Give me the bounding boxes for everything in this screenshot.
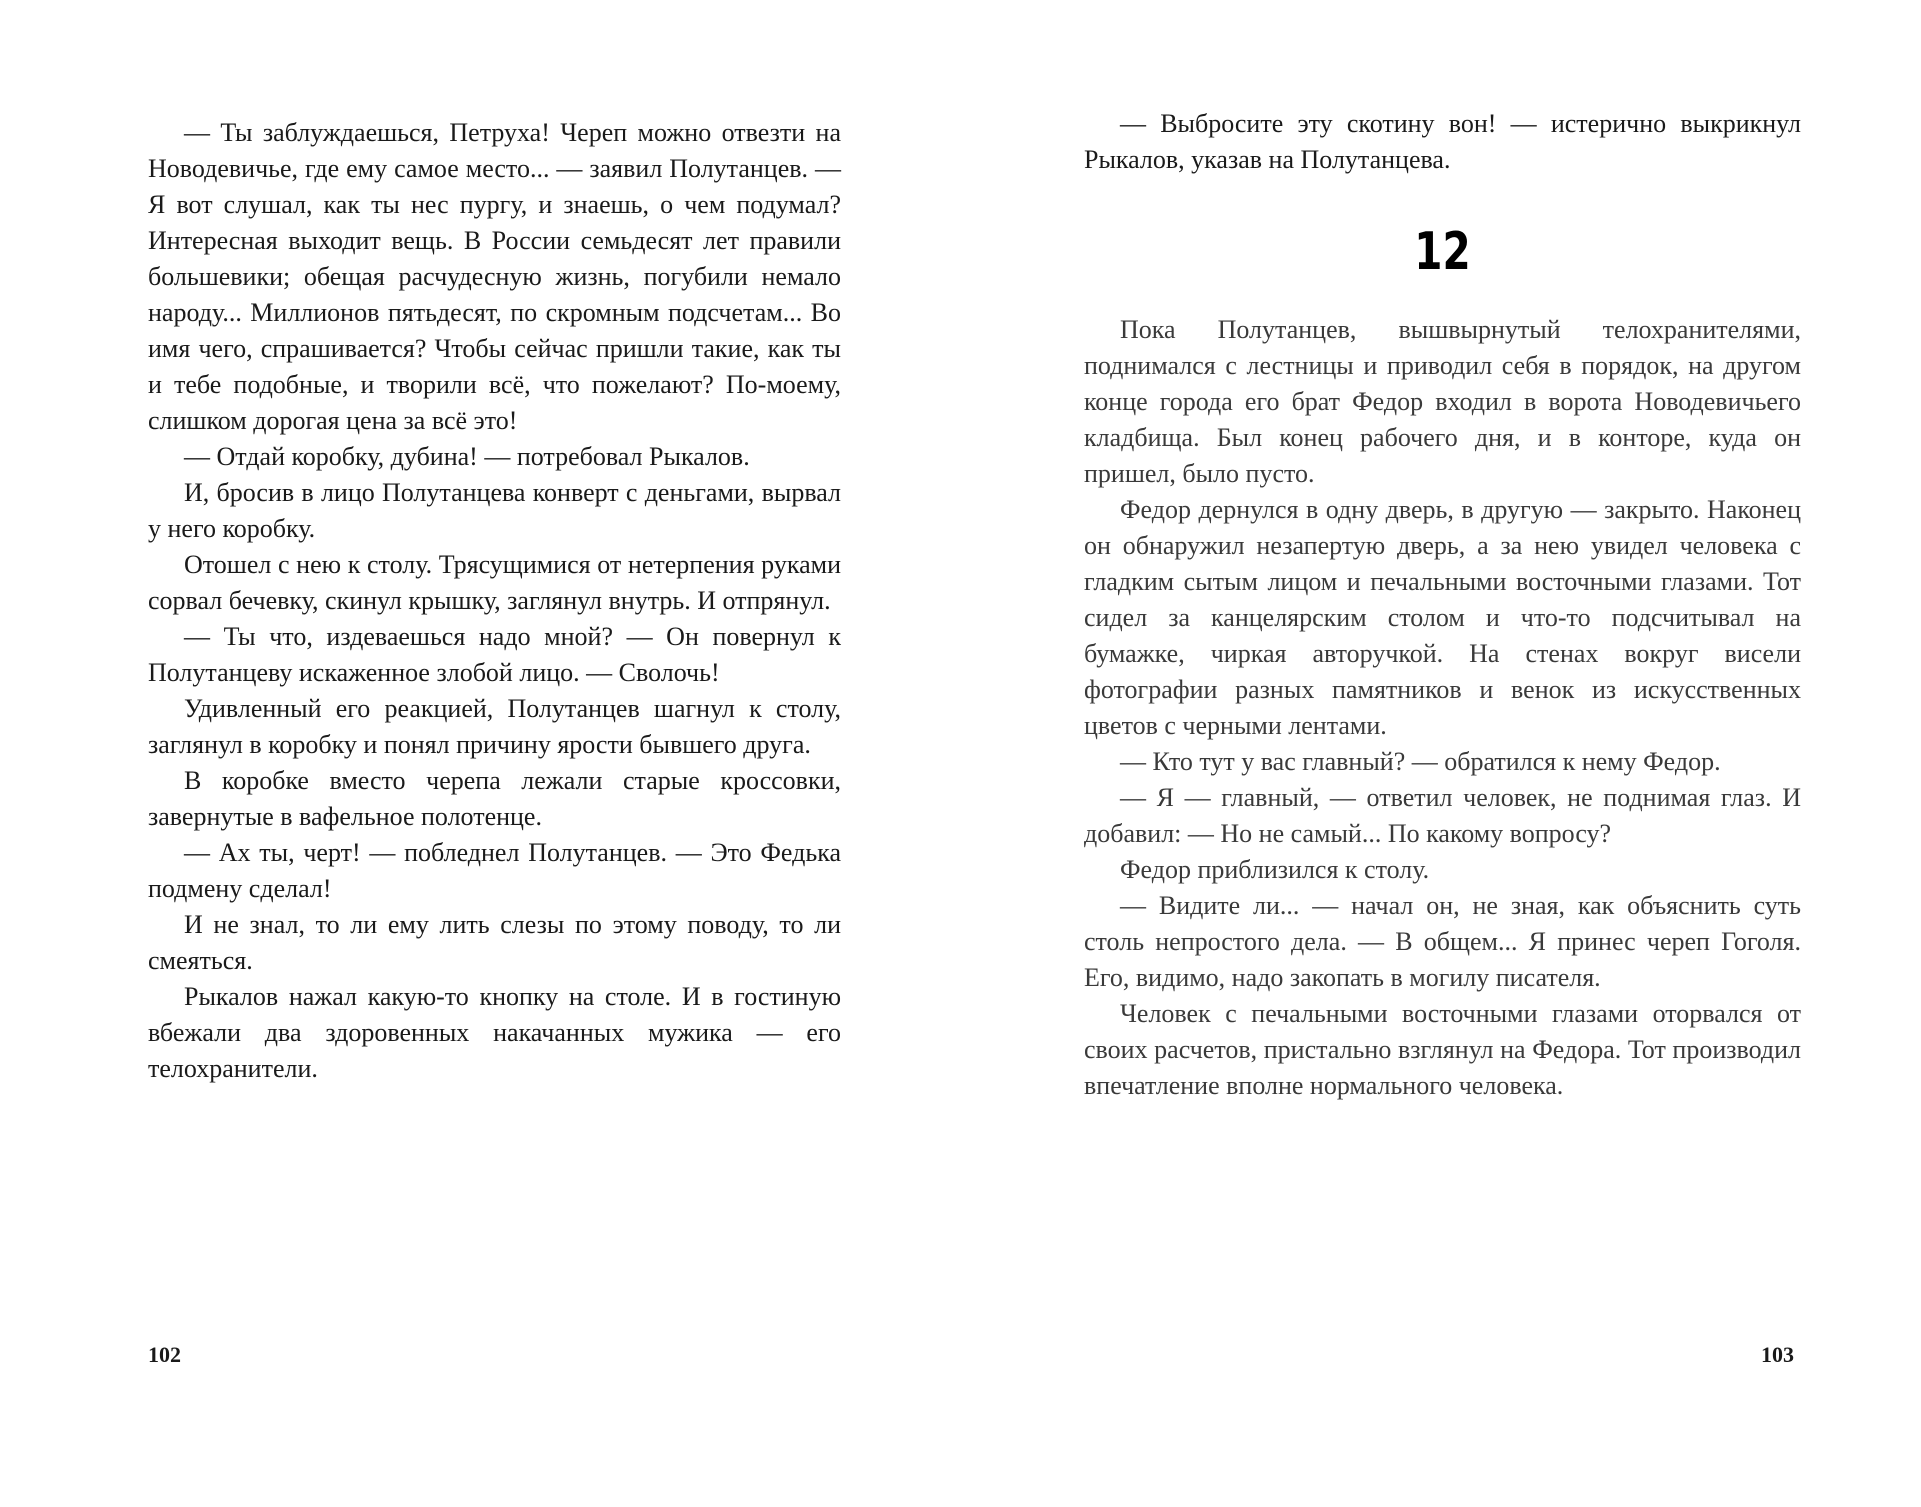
paragraph: И, бросив в лицо Полутанцева конверт с деньгами, вырвал у него коробку. (148, 478, 841, 543)
right-page-opening (1084, 106, 1801, 178)
paragraph: В коробке вместо черепа лежали старые кроссовки, завернутые в вафельное полотенце. (148, 766, 841, 831)
paragraph: — Видите ли... — начал он, не зная, как объяснить суть столь непростого дела. — В общем... Я принес череп Гоголя. Его, видимо, надо закопать в могилу писателя. (1084, 891, 1801, 992)
paragraph: Федор приблизился к столу. (1120, 855, 1430, 884)
left-page-text (148, 115, 841, 1087)
paragraph: Удивленный его реакцией, Полутанцев шагнул к столу, заглянул в коробку и понял причину ярости бывшего друга. (148, 694, 841, 759)
right-page (960, 0, 1921, 1507)
paragraph: Рыкалов нажал какую-то кнопку на столе. И в гостиную вбежали два здоровенных накачанных мужика — его телохранители. (148, 982, 841, 1083)
chapter-number: 12 (1414, 222, 1471, 282)
paragraph: — Отдай коробку, дубина! — потребовал Рыкалов. (184, 442, 750, 471)
page-number: 103 (1761, 1342, 1794, 1367)
paragraph: — Ах ты, черт! — побледнел Полутанцев. — Это Федька подмену сделал! (148, 838, 841, 903)
left-page (0, 0, 960, 1507)
right-page-chapter-text (1084, 312, 1801, 1104)
paragraph: Пока Полутанцев, вышвырнутый телохранителями, поднимался с лестницы и приводил себя в порядок, на другом конце города его брат Федор входил в ворота Новодевичьего кладбища. Был конец рабочего дня, и в конторе, куда он пришел, было пусто. (1084, 315, 1801, 488)
page-number: 102 (148, 1342, 181, 1367)
paragraph: Отошел с нею к столу. Трясущимися от нетерпения руками сорвал бечевку, скинул крышку, заглянул внутрь. И отпрянул. (148, 550, 841, 615)
paragraph: — Выбросите эту скотину вон! — истерично выкрикнул Рыкалов, указав на Полутанцева. (1084, 109, 1801, 174)
paragraph: — Я — главный, — ответил человек, не поднимая глаз. И добавил: — Но не самый... По какому вопросу? (1084, 783, 1801, 848)
paragraph: — Ты что, издеваешься надо мной? — Он повернул к Полутанцеву искаженное злобой лицо. — Сволочь! (148, 622, 841, 687)
paragraph: Федор дернулся в одну дверь, в другую — закрыто. Наконец он обнаружил незапертую дверь, а за нею увидел человека с гладким сытым лицом и печальными восточными глазами. Тот сидел за канцелярским столом и что-то подсчитывал на бумажке, чиркая авторучкой. На стенах вокруг висели фотографии разных памятников и венок из искусственных цветов с черными лентами. (1084, 495, 1801, 740)
paragraph: И не знал, то ли ему лить слезы по этому поводу, то ли смеяться. (148, 910, 841, 975)
paragraph: — Кто тут у вас главный? — обратился к нему Федор. (1120, 747, 1721, 776)
paragraph: Человек с печальными восточными глазами оторвался от своих расчетов, пристально взглянул на Федора. Тот производил впечатление вполне нормального человека. (1084, 999, 1801, 1100)
paragraph: — Ты заблуждаешься, Петруха! Череп можно отвезти на Новодевичье, где ему самое место... — заявил Полутанцев. — Я вот слушал, как ты нес пургу, и знаешь, о чем подумал? Интересная выходит вещь. В России семьдесят лет правили большевики; обещая расчудесную жизнь, погубили немало народу... Миллионов пятьдесят, по скромным подсчетам... Во имя чего, спрашивается? Чтобы сейчас пришли такие, как ты и тебе подобные, и творили всё, что пожелают? По-моему, слишком дорогая цена за всё это! (148, 118, 841, 435)
